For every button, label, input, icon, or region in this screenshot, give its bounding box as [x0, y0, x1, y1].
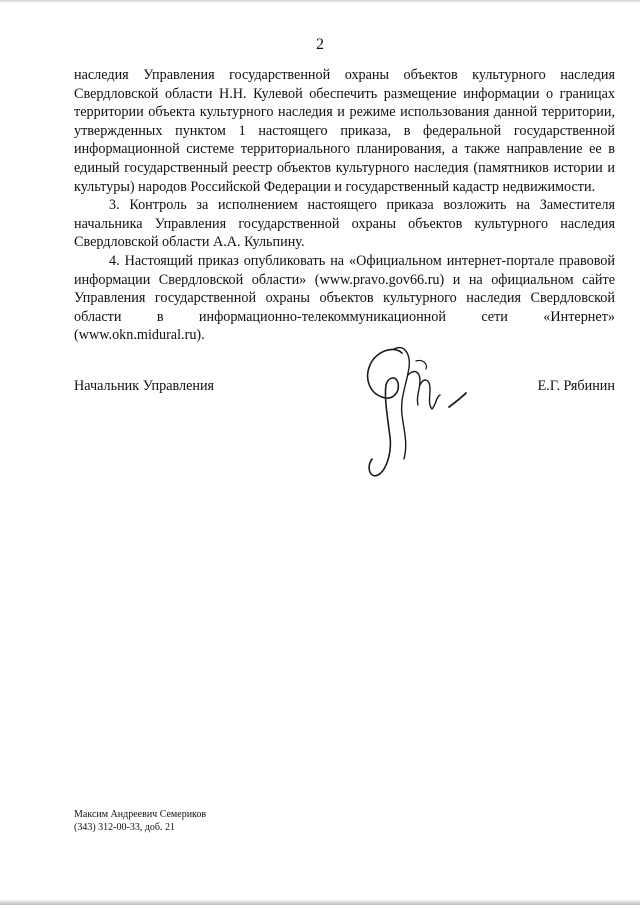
signatory-title: Начальник Управления [74, 378, 215, 394]
page-number: 2 [316, 36, 324, 53]
scan-bottom-edge [0, 899, 640, 905]
paragraph-3: 3. Контроль за исполнением настоящего приказа возложить на Заместителя начальника Управления государственной охраны объектов культурного наследия Свердловской области А.А. Кульпину. [74, 197, 615, 251]
paragraph-2-continuation: наследия Управления государственной охраны объектов культурного наследия Свердловской области Н.Н. Кулевой обеспечить размещение информации о границах территории объекта культурного наследия и режиме использования данной территории, утвержденных пунктом 1 настоящего приказа, в федеральной государственной информационной системе территориального планирования, а также направление ее в единый государственный реестр объектов культурного наследия (памятников истории и культуры) народов Российской Федерации и государственный кадастр недвижимости. [74, 67, 615, 195]
signatory-name: Е.Г. Рябинин [537, 378, 615, 394]
executor-name: Максим Андреевич Семериков [74, 809, 207, 820]
document-body [74, 66, 615, 345]
executor-info [74, 808, 206, 834]
executor-phone: (343) 312-00-33, доб. 21 [74, 822, 175, 833]
handwritten-signature [350, 335, 480, 485]
paragraph-4: 4. Настоящий приказ опубликовать на «Официальном интернет-портале правовой информации Свердловской области» (www.pravo.gov66.ru) и на официальном сайте Управления государственной охраны объектов культурного наследия Свердловской области в информационно-телекоммуникационной сети «Интернет» (www.okn.midural.ru). [74, 252, 615, 344]
signature-row [74, 378, 615, 400]
scan-top-edge [0, 0, 640, 3]
